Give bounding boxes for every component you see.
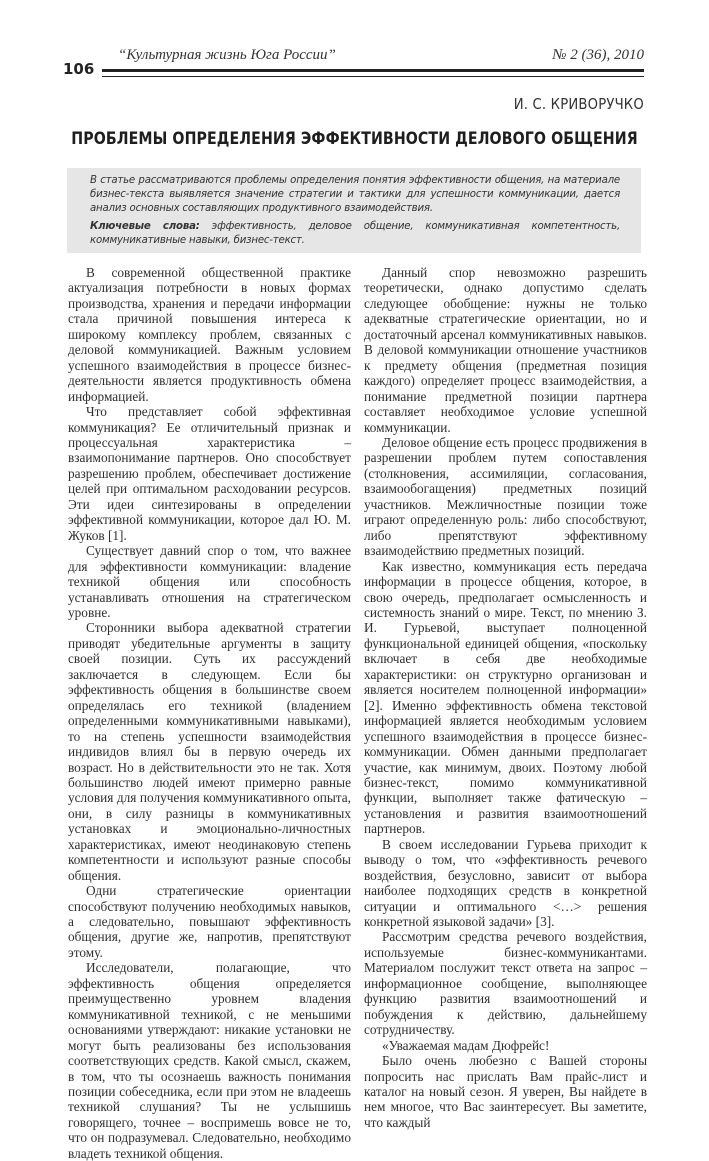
paragraph: Существует давний спор о том, что важнее для эффективности коммуникации: владение техникой общения или способность устанавливать отношения на стратегическом уровне. — [68, 543, 351, 620]
abstract-box — [67, 168, 641, 253]
paragraph: Данный спор невозможно разрешить теоретически, однако допустимо сделать следующее обобщение: нужны не только адекватные стратегические ориентации, но и достаточный арсенал коммуникативных навыков. В деловой коммуникации отношение участников к предмету общения (предметная позиция каждого) определяет процесс взаимодействия, а понимание предметной позиции партнера составляет необходимое условие успешной коммуникации. — [364, 265, 647, 435]
journal-title: “Культурная жизнь Юга России” — [118, 47, 336, 63]
body-column-right — [364, 265, 647, 1130]
header-rule-thick — [102, 69, 644, 72]
header-rule-thin — [102, 76, 644, 77]
article-author: И. С. КРИВОРУЧКО — [513, 95, 644, 113]
keywords-text: эффективность, деловое общение, коммуникативная компетентность, коммуникативные навыки, бизнес-текст. — [90, 221, 620, 246]
issue-number: № 2 (36), 2010 — [552, 47, 644, 63]
paragraph: Как известно, коммуникация есть передача информации в процессе общения, которое, в свою очередь, предполагает осмысленность и системность знаний о мире. Текст, по мнению З. И. Гурьевой, выступает полноценной функциональной единицей общения, «поскольку включает в себя две необходимые характеристики: он структурно организован и является носителем полноценной информации» [2]. Именно эффективность обмена текстовой информацией является необходимым условием успешного взаимодействия в процессе бизнес-коммуникации. Обмен данными предполагает участие, как минимум, двоих. Поэтому любой бизнес-текст, помимо коммуникативной функции, выполняет также фатическую – установления и развития взаимоотношений партнеров. — [364, 558, 647, 837]
paragraph: Деловое общение есть процесс продвижения в разрешении проблем путем сопоставления (столкновения, ассимиляции, согласования, взаимообогащения) предметных позиций участников. Межличностные позиции тоже играют определенную роль: либо способствуют, либо препятствуют эффективному взаимодействию предметных позиций. — [364, 434, 647, 559]
running-header — [63, 46, 644, 80]
paragraph: «Уважаемая мадам Дюфрейс! — [382, 1037, 550, 1053]
page-number: 106 — [63, 60, 95, 78]
abstract-text: В статье рассматриваются проблемы определения понятия эффективности общения, на материале бизнес-текста выявляется значение стратегии и тактики для успешности коммуникации, дается анализ основных составляющих продуктивного взаимодействия. — [90, 175, 620, 214]
paragraph: Сторонники выбора адекватной стратегии приводят убедительные аргументы в защиту своей позиции. Суть их рассуждений заключается в следующем. Если бы эффективность общения в большинстве своем определялась его техникой (владением определенными коммуникативными навыками), то на степень успешности взаимодействия индивидов влиял бы в первую очередь их возраст. Но в действительности это не так. Хотя большинство людей имеют примерно равные условия для получения коммуникативного опыта, они, в силу разницы в коммуникативных установках и эмоционально-личностных характеристиках, имеют неодинаковую степень компетентности и используют разные способы общения. — [68, 620, 351, 883]
keywords — [90, 220, 620, 248]
keywords-label: Ключевые слова: — [90, 221, 200, 232]
paragraph: В своем исследовании Гурьева приходит к выводу о том, что «эффективность речевого воздействия, безусловно, зависит от выбора наиболее подходящих средств в конкретной ситуации и оптимального <…> решения конкретной языковой задачи» [3]. — [364, 836, 647, 930]
paragraph: Рассмотрим средства речевого воздействия, используемые бизнес-коммуникантами. Материалом послужит текст ответа на запрос – информационное сообщение, выполняющее функцию развития взаимоотношений и побуждения к действию, дальнейшему сотрудничеству. — [364, 929, 647, 1038]
paragraph: Что представляет собой эффективная коммуникация? Ее отличительный признак и процессуальная характеристика – взаимопонимание партнеров. Оно способствует разрешению проблем, обеспечивает достижение целей при оптимальном расходовании ресурсов. Эти идеи синтезированы в определении эффективной коммуникации, которое дал Ю. М. Жуков [1]. — [68, 404, 351, 543]
paragraph: В современной общественной практике актуализация потребности в новых формах производства, хранения и передачи информации стала причиной повышения интереса к широкому комплексу проблем, связанных с деловой коммуникацией. Важным условием успешного взаимодействия в процессе бизнес-деятельности является продуктивность обмена информацией. — [68, 265, 351, 404]
paragraph: Было очень любезно с Вашей стороны попросить нас прислать Вам прайс-лист и каталог на новый сезон. Я уверен, Вы найдете в нем многое, что Вас заинтересует. Вы заметите, что каждый — [364, 1053, 647, 1130]
paragraph: Одни стратегические ориентации способствуют получению необходимых навыков, а следовательно, повышают эффективность общения, другие же, напротив, препятствуют этому. — [68, 883, 351, 960]
article-title: ПРОБЛЕМЫ ОПРЕДЕЛЕНИЯ ЭФФЕКТИВНОСТИ ДЕЛОВОГО ОБЩЕНИЯ — [71, 129, 638, 148]
paragraph: Исследователи, полагающие, что эффективность общения определяется преимущественно уровнем владения коммуникативной техникой, с не меньшими основаниями утверждают: никакие установки не могут быть реализованы без использования соответствующих средств. Какой смысл, скажем, в том, что ты осознаешь важность понимания позиции собеседника, если при этом не владеешь техникой слушания? Ты не услышишь говорящего, точнее – воспримешь вовсе не то, что он подразумевал. Следовательно, необходимо владеть техникой общения. — [68, 960, 351, 1161]
body-column-left — [68, 265, 351, 1161]
